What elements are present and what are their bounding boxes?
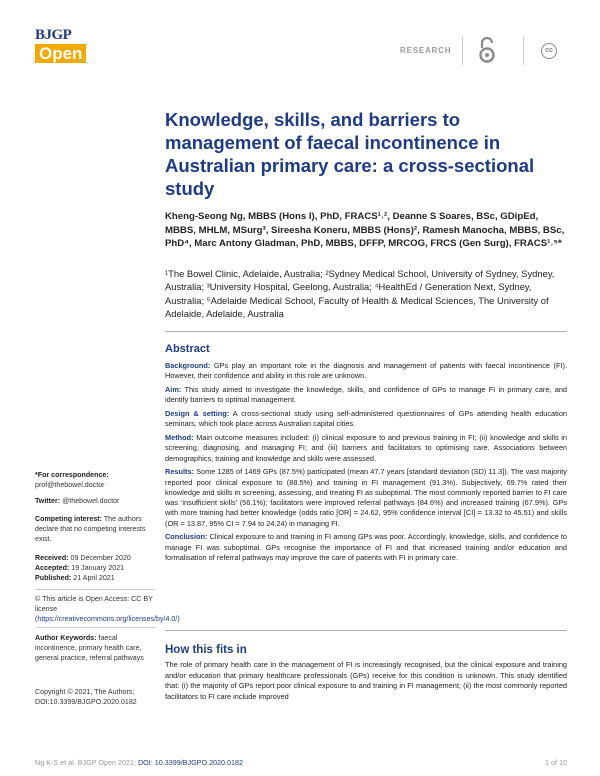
- divider: [165, 331, 567, 332]
- header-divider: [462, 37, 463, 65]
- license-link[interactable]: https://creativecommons.org/licenses/by/4.0/: [37, 615, 178, 623]
- sidebar-twitter: Twitter: @thebowel.doctor: [35, 497, 120, 505]
- correspondence-email[interactable]: prof@thebowel.doctor: [35, 481, 105, 489]
- affiliations: ¹The Bowel Clinic, Adelaide, Australia; ²Sydney Medical School, University of Sydney, Sydney, Australia; ³University Hospital, Geelong, Australia; ⁴HealthEd / Generation Next, Sydney, Australia; ⁵Adelaide Medical School, Faculty of Health & Medical Sciences, The University of Adelaide, Adelaide, Australia: [165, 268, 555, 320]
- abstract-body: [165, 361, 567, 567]
- creative-commons-icon: cc: [541, 43, 557, 59]
- sidebar-dates: Received: 09 December 2020 Accepted: 19 January 2021 Published: 21 April 2021: [35, 554, 131, 582]
- abstract-design: Design & setting: A cross-sectional study using self-administered questionnaires of GPs attending health education seminars, which took place across Australian capital cities.: [165, 408, 567, 429]
- abstract-results: Results: Some 1285 of 1469 GPs (87.5%) participated (mean 47.7 years [standard deviation (SD) 11.3]). The vast majority reported poor clinical exposure to (88.5%) and training in FI management (91.3%). Subjectively, 69.7% rated their knowledge and skills in screening, assessing, and treating FI as suboptimal. The most commonly reported barrier to FI care was ‘insufficient skills’ (56.1%); facilitators were improved referral pathways (84.6%) and increased training (67.9%). GPs with more training had better knowledge (odds ratio [OR] = 24.62, 95% confidence interval [CI] = 13.32 to 45.51) and skills (OR = 13.87, 95% CI = 7.94 to 24.24) in managing FI.: [165, 467, 567, 528]
- logo-bjgp: BJGP: [35, 27, 72, 43]
- logo-open: Open: [35, 44, 86, 63]
- sidebar-divider: [35, 627, 155, 628]
- journal-logo: [35, 28, 105, 64]
- header-divider: [523, 37, 524, 65]
- footer-doi-link[interactable]: DOI: 10.3399/BJGPO.2020.0182: [137, 758, 244, 767]
- sidebar-competing-interest: Competing interest: The authors declare that no competing interests exist.: [35, 515, 146, 543]
- abstract-background: Background: GPs play an important role in the diagnosis and management of patients with faecal incontinence (FI). However, their confidence and ability in this role are unknown.: [165, 361, 567, 381]
- article-title: Knowledge, skills, and barriers to management of faecal incontinence in Australian primary care: a cross-sectional study: [165, 109, 535, 199]
- divider: [165, 630, 567, 631]
- footer-citation: Ng K-S et al. BJGP Open 2021; DOI: 10.3399/BJGPO.2020.0182: [35, 758, 244, 767]
- author-list: Kheng-Seong Ng, MBBS (Hons I), PhD, FRACS¹˒², Deanne S Soares, BSc, GDipEd, MBBS, MHLM, MSurg³, Sireesha Koneru, MBBS (Hons)², Ramesh Manocha, MBBS, BSc, PhD⁴, Marc Antony Gladman, PhD, MBBS, DFFP, MRCOG, FRCS (Gen Surg), FRACS¹˒⁵*: [165, 211, 565, 250]
- abstract-conclusion: Conclusion: Clinical exposure to and training in FI among GPs was poor. Accordingly, knowledge, skills, and confidence to manage FI was suboptimal. GPs recognise the importance of FI and that increased training and/or education and formalisation of referral pathways may improve the care of patients with FI in primary care.: [165, 532, 567, 562]
- sidebar-keywords: Author Keywords: faecal incontinence, primary health care, general practice, referral pathways: [35, 634, 144, 662]
- fits-heading: How this fits in: [165, 644, 247, 656]
- page-number: 1 of 10: [545, 758, 567, 767]
- fits-body: The role of primary health care in the management of FI is increasingly recognised, but the clinical exposure and training and/or education that primary healthcare professionals (GPs) receive for this condition is unknown. This study identified that: (i) the majority of GPs report poor clinical exposure to and training in FI management; (ii) the most commonly reported facilitators to FI care include improved: [165, 660, 567, 701]
- abstract-method: Method: Main outcome measures included: (i) clinical exposure to and previous training in FI; (ii) knowledge and skills in screening, diagnosing, and managing FI; and (iii) barriers and facilitators to optimising care. Associations between demographics, training and knowledge and skills were assessed.: [165, 432, 567, 463]
- twitter-handle[interactable]: @thebowel.doctor: [62, 497, 120, 505]
- sidebar-divider: [35, 589, 155, 590]
- sidebar-copyright: Copyright © 2021, The Authors; DOI:10.3399/BJGPO.2020.0182: [35, 687, 157, 707]
- sidebar-correspondence: *For correspondence: prof@thebowel.doctor: [35, 471, 109, 489]
- open-access-icon: [478, 36, 496, 64]
- section-label: RESEARCH: [400, 46, 452, 55]
- sidebar-doi: DOI:10.3399/BJGPO.2020.0182: [35, 698, 137, 706]
- abstract-heading: Abstract: [165, 343, 210, 355]
- sidebar-license: © This article is Open Access: CC BY license (https://creativecommons.org/licenses/by/4.0/): [35, 595, 180, 623]
- abstract-aim: Aim: This study aimed to investigate the knowledge, skills, and confidence of GPs to manage FI in primary care, and identify barriers to optimal management.: [165, 384, 567, 405]
